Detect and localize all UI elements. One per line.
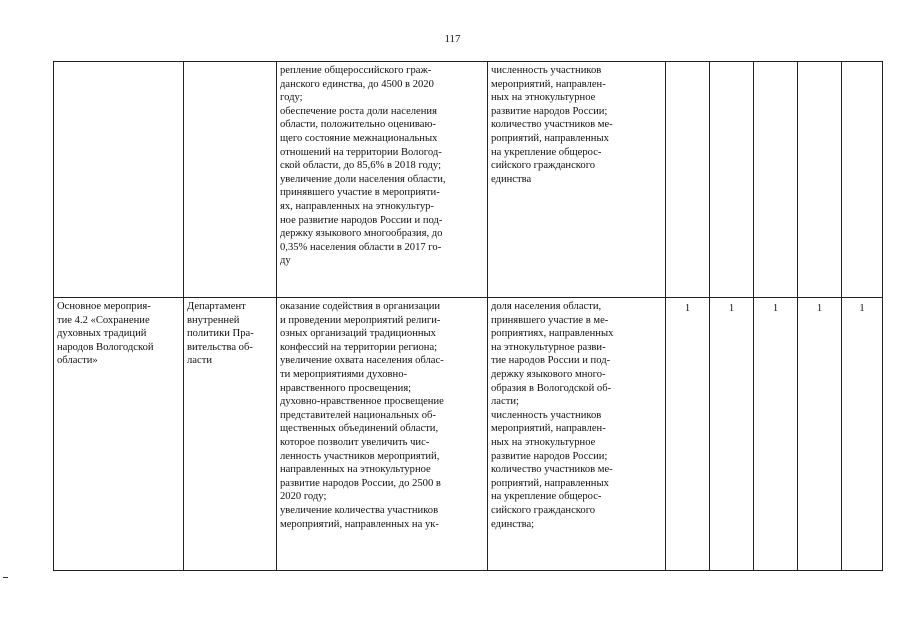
value-cell: 1 (798, 298, 842, 571)
indicators-cell (488, 62, 666, 298)
text-line: увеличение количества участников (280, 504, 439, 516)
activity-cell (54, 62, 184, 298)
text-line: конфессий на территории региона; (280, 341, 438, 353)
text-line: количество участников ме- (491, 464, 613, 476)
text-line: на укрепление общерос- (491, 146, 602, 158)
text-line: развитие народов России; (491, 450, 608, 462)
text-line: количество участников ме- (491, 119, 613, 131)
text-line: представителей национальных об- (280, 409, 436, 421)
text-line: ях, направленных на этнокультур- (280, 200, 434, 212)
text-line: ласти (187, 355, 212, 367)
text-line: ду (280, 255, 291, 267)
text-line: сийского гражданского (491, 504, 596, 516)
text-line: нравственного просвещения; (280, 382, 412, 394)
text-line: роприятий, направленных (491, 477, 609, 489)
text-line: ное развитие народов России и под- (280, 214, 443, 226)
text-line: мероприятий, направлен- (491, 423, 606, 435)
text-line: щего состояние межнациональных (280, 132, 438, 144)
text-line: ных на этнокультурное (491, 436, 596, 448)
value-cell: 1 (710, 298, 754, 571)
text-line: мероприятий, направлен- (491, 78, 606, 90)
page-number: 117 (444, 33, 461, 45)
text-line: 0,35% населения области в 2017 го- (280, 241, 442, 253)
text-line: доля населения области, (491, 301, 602, 312)
margin-mark (3, 577, 8, 578)
table-row (54, 62, 883, 298)
text-line: развитие народов России; (491, 105, 608, 117)
text-line: области, положительно оцениваю- (280, 119, 436, 131)
text-line: оказание содействия в организации (280, 301, 441, 312)
text-line: ленность участников мероприятий, (280, 450, 440, 462)
text-line: щественных объединений области, (280, 423, 439, 435)
text-line: духовно-нравственное просвещение (280, 396, 444, 408)
activity-cell (54, 298, 184, 571)
text-line: репление общероссийского граж- (280, 65, 432, 76)
value-cell (754, 62, 798, 298)
text-line: направленных на этнокультурное (280, 464, 431, 476)
value-cell (798, 62, 842, 298)
text-line: тие 4.2 «Сохранение (57, 314, 150, 326)
text-line: единства (491, 173, 532, 185)
text-line: держку языкового много- (491, 368, 606, 380)
text-line: вительства об- (187, 341, 253, 353)
text-line: ти мероприятиями духовно- (280, 368, 408, 380)
responsible-cell (184, 298, 277, 571)
value-cell (666, 62, 710, 298)
text-line: роприятий, направленных (491, 132, 609, 144)
text-line: политики Пра- (187, 328, 254, 340)
text-line: развитие народов России, до 2500 в (280, 477, 441, 489)
text-line: численность участников (491, 65, 602, 76)
text-line: на укрепление общерос- (491, 491, 602, 503)
value-cell: 1 (754, 298, 798, 571)
text-line: мероприятий, направленных на ук- (280, 518, 439, 530)
text-line: тие народов России и под- (491, 355, 611, 367)
text-line: духовных традиций (57, 328, 147, 340)
text-line: внутренней (187, 314, 240, 326)
program-table (53, 61, 883, 571)
text-line: принявшего участие в ме- (491, 314, 609, 326)
text-line: роприятиях, направленных (491, 328, 614, 340)
results-cell (277, 62, 488, 298)
text-line: отношений на территории Вологод- (280, 146, 442, 158)
text-line: области» (57, 355, 98, 367)
text-line: на этнокультурное разви- (491, 341, 606, 353)
text-line: сийского гражданского (491, 160, 596, 172)
responsible-cell (184, 62, 277, 298)
text-line: которое позволит увеличить чис- (280, 436, 430, 448)
text-line: обеспечение роста доли населения (280, 105, 437, 117)
text-line: данского единства, до 4500 в 2020 (280, 78, 434, 90)
text-line: 2020 году; (280, 491, 327, 503)
text-line: Департамент (187, 301, 246, 312)
text-line: ласти; (491, 396, 519, 408)
value-cell (710, 62, 754, 298)
text-line: году; (280, 92, 303, 104)
text-line: увеличение доли населения области, (280, 173, 446, 185)
text-line: образия в Вологодской об- (491, 382, 612, 394)
value-cell (842, 62, 883, 298)
text-line: держку языкового многообразия, до (280, 228, 443, 240)
results-cell (277, 298, 488, 571)
value-cell: 1 (842, 298, 883, 571)
text-line: численность участников (491, 409, 602, 421)
text-line: озных организаций традиционных (280, 328, 436, 340)
text-line: увеличение охвата населения облас- (280, 355, 444, 367)
text-line: единства; (491, 518, 535, 530)
text-line: народов Вологодской (57, 341, 154, 353)
text-line: Основное мероприя- (57, 301, 151, 312)
text-line: ской области, до 85,6% в 2018 году; (280, 160, 442, 172)
text-line: принявшего участие в мероприяти- (280, 187, 440, 199)
table-row (54, 298, 883, 571)
indicators-cell (488, 298, 666, 571)
text-line: и проведении мероприятий религи- (280, 314, 441, 326)
text-line: ных на этнокультурное (491, 92, 596, 104)
value-cell: 1 (666, 298, 710, 571)
